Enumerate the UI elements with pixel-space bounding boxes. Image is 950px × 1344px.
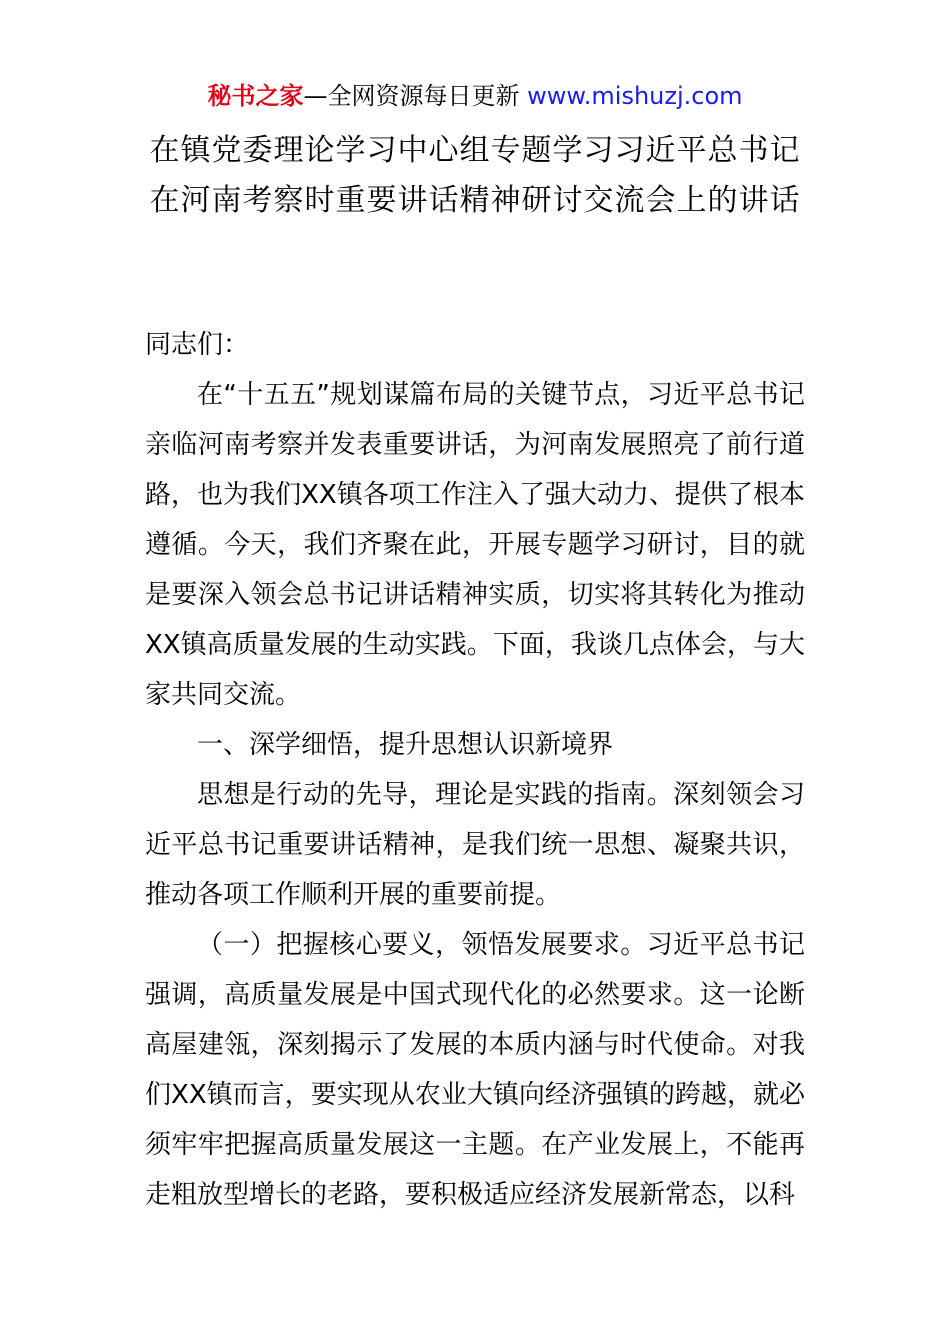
salutation: 同志们： [145,330,250,360]
paragraph-subsection-1: （一）把握核心要义，领悟发展要求。习近平总书记强调，高质量发展是中国式现代化的必然要求。这一论断高屋建瓴，深刻揭示了发展的本质内涵与时代使命。对我们XX镇而言，要实现从农业大镇向经济强镇的跨越，就必须牢牢把握高质量发展这一主题。在产业发展上，不能再走粗放型增长的老路，要积极适应经济发展新常态，以科 [145,930,805,1210]
site-slogan: —全网资源每日更新 [303,82,528,110]
document-body [145,320,805,1220]
site-url-link[interactable]: www.mishuzj.com [527,82,743,110]
site-header [0,80,950,112]
document-title: 在镇党委理论学习中心组专题学习习近平总书记在河南考察时重要讲话精神研讨交流会上的讲话 [149,133,801,218]
section-heading-1: 一、深学细悟，提升思想认识新境界 [197,730,614,760]
site-brand: 秘书之家 [207,82,304,110]
paragraph-section-1-intro: 思想是行动的先导，理论是实践的指南。深刻领会习近平总书记重要讲话精神，是我们统一思想、凝聚共识，推动各项工作顺利开展的重要前提。 [145,780,805,910]
paragraph-intro: 在“十五五”规划谋篇布局的关键节点，习近平总书记亲临河南考察并发表重要讲话，为河南发展照亮了前行道路，也为我们XX镇各项工作注入了强大动力、提供了根本遵循。今天，我们齐聚在此，开展专题学习研讨，目的就是要深入领会总书记讲话精神实质，切实将其转化为推动XX镇高质量发展的生动实践。下面，我谈几点体会，与大家共同交流。 [145,380,805,710]
